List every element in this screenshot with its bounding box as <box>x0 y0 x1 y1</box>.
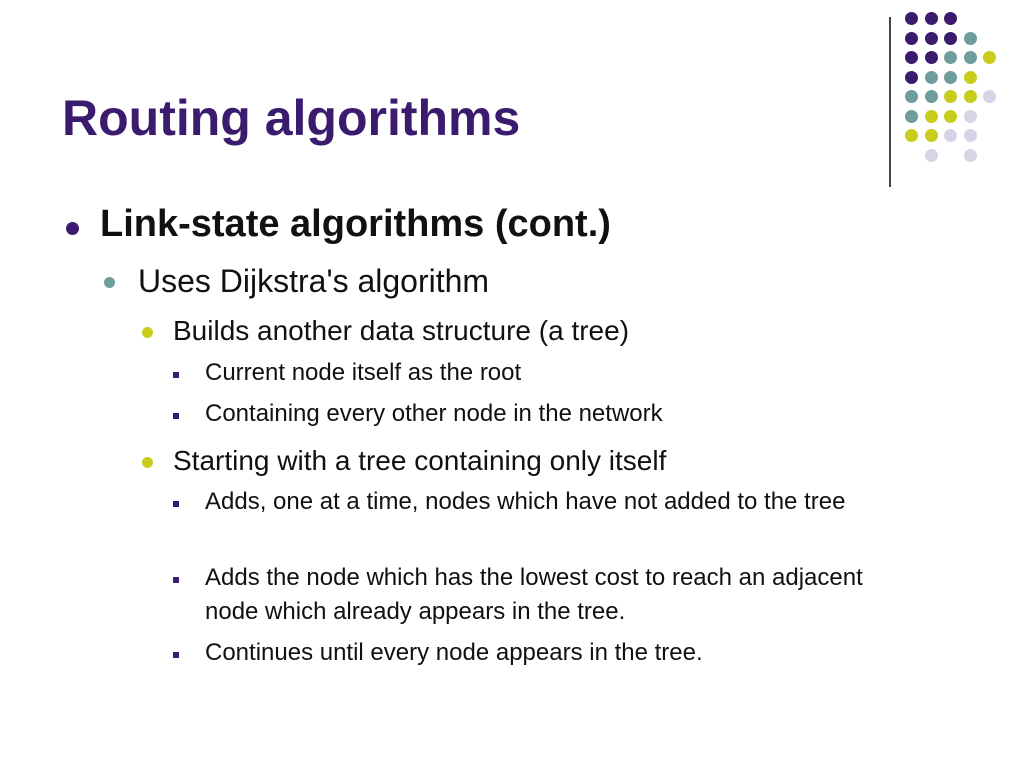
decorative-dot <box>905 32 918 45</box>
bullet-text: Uses Dijkstra's algorithm <box>138 263 490 299</box>
decorative-dot <box>925 71 938 84</box>
decorative-dot <box>905 71 918 84</box>
decorative-dot <box>964 32 977 45</box>
decorative-dot <box>905 110 918 123</box>
decorative-dot <box>944 51 957 64</box>
decorative-dot <box>964 71 977 84</box>
decorative-dot <box>964 149 977 162</box>
decorative-dot <box>964 51 977 64</box>
decorative-dot <box>983 51 996 64</box>
decorative-dot <box>925 12 938 25</box>
slide-title: Routing algorithms <box>62 90 521 146</box>
decorative-dot <box>944 129 957 142</box>
bullet-square-icon <box>173 652 179 658</box>
decorative-dot <box>983 90 996 103</box>
bullet-square-icon <box>173 372 179 378</box>
decorative-dot <box>905 12 918 25</box>
decorative-dot <box>925 32 938 45</box>
bullet-text: Adds the node which has the lowest cost to reach an adjacent node which already appears in the tree. <box>205 564 863 625</box>
decorative-dot <box>944 32 957 45</box>
decorative-dot <box>905 90 918 103</box>
decorative-dot-grid <box>905 12 1015 172</box>
decorative-dot <box>925 110 938 123</box>
bullet-text: Containing every other node in the network <box>205 400 663 427</box>
decorative-dot <box>925 90 938 103</box>
decorative-dot <box>925 149 938 162</box>
decorative-dot <box>944 71 957 84</box>
bullet-text: Link-state algorithms (cont.) <box>100 203 611 245</box>
decorative-dot <box>925 51 938 64</box>
decorative-dot <box>925 129 938 142</box>
decorative-dot <box>944 12 957 25</box>
bullet-text: Builds another data structure (a tree) <box>173 315 630 346</box>
decorative-divider <box>889 17 891 187</box>
decorative-dot <box>964 90 977 103</box>
bullet-square-icon <box>173 413 179 419</box>
decorative-dot <box>905 129 918 142</box>
decorative-dot <box>905 51 918 64</box>
decorative-dot <box>964 110 977 123</box>
bullet-dot-icon <box>142 457 153 468</box>
decorative-dot <box>944 110 957 123</box>
bullet-dot-icon <box>142 327 153 338</box>
bullet-dot-icon <box>104 277 115 288</box>
bullet-square-icon <box>173 577 179 583</box>
bullet-square-icon <box>173 501 179 507</box>
bullet-text: Continues until every node appears in the tree. <box>205 639 703 666</box>
bullet-text: Adds, one at a time, nodes which have not added to the tree <box>205 488 846 515</box>
decorative-dot <box>944 90 957 103</box>
bullet-dot-icon <box>66 222 79 235</box>
bullet-text: Current node itself as the root <box>205 359 522 386</box>
bullet-text: Starting with a tree containing only itself <box>173 445 667 476</box>
decorative-dot <box>964 129 977 142</box>
